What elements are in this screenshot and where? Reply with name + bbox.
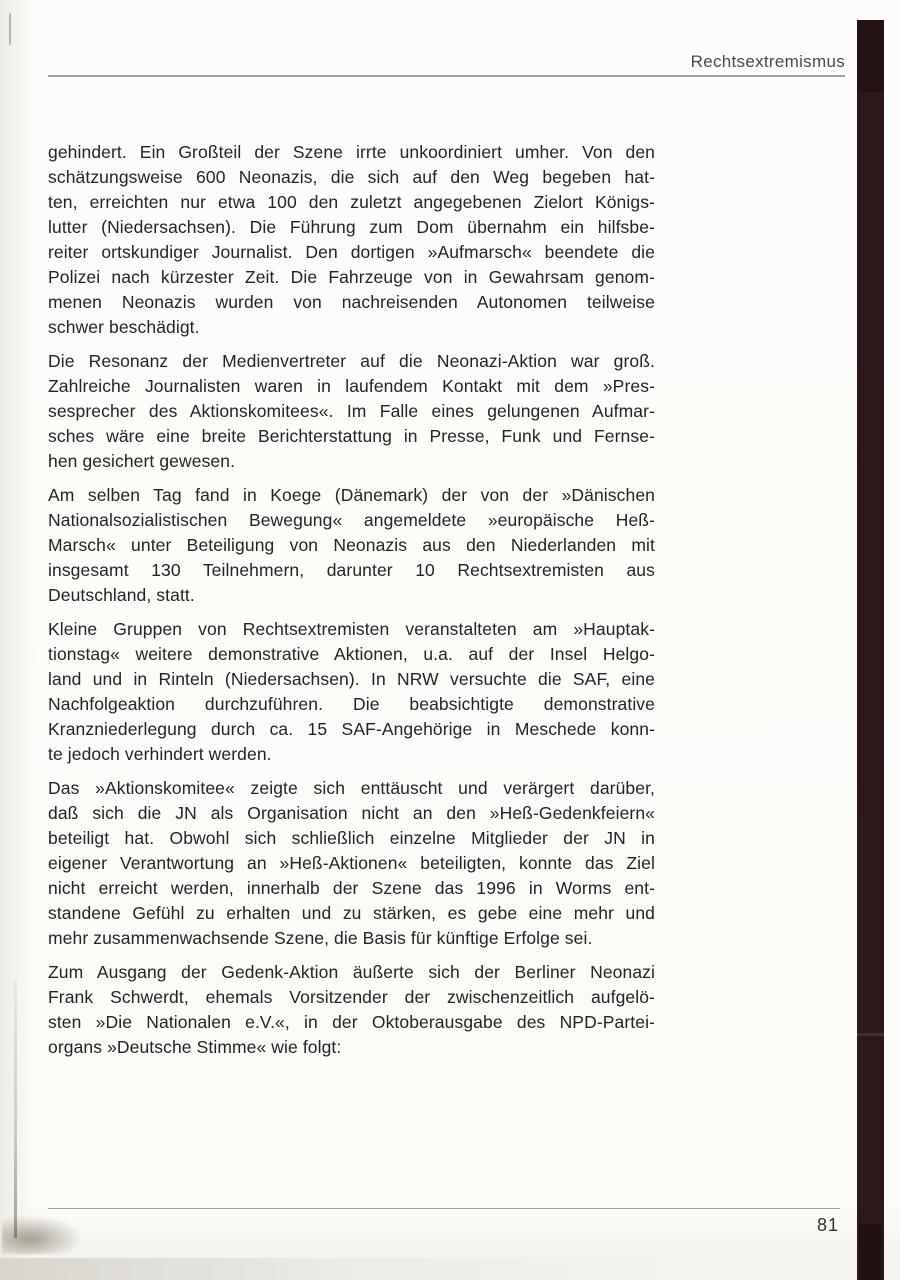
text-line: Zahlreiche Journalisten waren in laufendem Kontakt mit dem »Pres- bbox=[48, 376, 655, 396]
book-spine-top-segment bbox=[857, 20, 884, 92]
text-line: daß sich die JN als Organisation nicht an den »Heß-Gedenkfeiern« bbox=[48, 803, 655, 823]
footer-rule bbox=[48, 1208, 840, 1209]
header-rule bbox=[48, 75, 845, 77]
page-curl-crease bbox=[14, 980, 17, 1238]
text-line: gehindert. Ein Großteil der Szene irrte unkoordiniert umher. Von den bbox=[48, 142, 655, 162]
text-line: reiter ortskundiger Journalist. Den dortigen »Aufmarsch« beendete die bbox=[48, 242, 655, 262]
text-line: Polizei nach kürzester Zeit. Die Fahrzeuge von in Gewahrsam genom- bbox=[48, 267, 655, 287]
body-text bbox=[48, 140, 655, 1069]
book-spine bbox=[857, 20, 884, 1280]
text-line: te jedoch verhindert werden. bbox=[48, 744, 272, 764]
text-line: Nachfolgeaktion durchzuführen. Die beabsichtigte demonstrative bbox=[48, 694, 655, 714]
text-line: Das »Aktionskomitee« zeigte sich enttäuscht und verärgert darüber, bbox=[48, 778, 655, 798]
page-curl-shadow bbox=[2, 1216, 82, 1254]
text-line: standene Gefühl zu erhalten und zu stärken, es gebe eine mehr und bbox=[48, 903, 655, 923]
text-line: Die Resonanz der Medienvertreter auf die Neonazi-Aktion war groß. bbox=[48, 351, 655, 371]
running-header: Rechtsextremismus bbox=[690, 52, 845, 71]
text-line: Kranzniederlegung durch ca. 15 SAF-Angehörige in Meschede konn- bbox=[48, 719, 655, 739]
text-line: Zum Ausgang der Gedenk-Aktion äußerte sich der Berliner Neonazi bbox=[48, 962, 655, 982]
text-line: Deutschland, statt. bbox=[48, 585, 195, 605]
text-line: tionstag« weitere demonstrative Aktionen, u.a. auf der Insel Helgo- bbox=[48, 644, 655, 664]
text-line: eigener Verantwortung an »Heß-Aktionen« beteiligten, konnte das Ziel bbox=[48, 853, 655, 873]
text-line: Nationalsozialistischen Bewegung« angemeldete »europäische Heß- bbox=[48, 510, 655, 530]
text-line: Am selben Tag fand in Koege (Dänemark) der von der »Dänischen bbox=[48, 485, 655, 505]
paragraph bbox=[48, 617, 655, 767]
text-line: menen Neonazis wurden von nachreisenden Autonomen teilweise bbox=[48, 292, 655, 312]
paragraph bbox=[48, 960, 655, 1060]
text-line: hen gesichert gewesen. bbox=[48, 451, 236, 471]
scan-left-edge-shadow bbox=[0, 0, 34, 1280]
text-line: organs »Deutsche Stimme« wie folgt: bbox=[48, 1037, 342, 1057]
text-line: lutter (Niedersachsen). Die Führung zum Dom übernahm ein hilfsbe- bbox=[48, 217, 655, 237]
paragraph bbox=[48, 140, 655, 340]
text-line: Marsch« unter Beteiligung von Neonazis aus den Niederlanden mit bbox=[48, 535, 655, 555]
text-line: mehr zusammenwachsende Szene, die Basis für künftige Erfolge sei. bbox=[48, 928, 593, 948]
text-line: Kleine Gruppen von Rechtsextremisten veranstalteten am »Hauptak- bbox=[48, 619, 655, 639]
paragraph bbox=[48, 349, 655, 474]
scan-bottom-edge-shadow bbox=[0, 1258, 900, 1280]
text-line: schätzungsweise 600 Neonazis, die sich auf den Weg begeben hat- bbox=[48, 167, 655, 187]
page-number: 81 bbox=[816, 1215, 839, 1235]
text-line: insgesamt 130 Teilnehmern, darunter 10 Rechtsextremisten aus bbox=[48, 560, 655, 580]
text-line: Frank Schwerdt, ehemals Vorsitzender der zwischenzeitlich aufgelö- bbox=[48, 987, 655, 1007]
scan-artifact-mark bbox=[9, 13, 11, 45]
text-line: ten, erreichten nur etwa 100 den zuletzt angegebenen Zielort Königs- bbox=[48, 192, 655, 212]
paragraph bbox=[48, 776, 655, 951]
text-line: sten »Die Nationalen e.V.«, in der Oktoberausgabe des NPD-Partei- bbox=[48, 1012, 655, 1032]
text-line: beteiligt hat. Obwohl sich schließlich einzelne Mitglieder der JN in bbox=[48, 828, 655, 848]
paragraph bbox=[48, 483, 655, 608]
book-spine-bottom-segment bbox=[859, 1224, 882, 1280]
text-line: nicht erreicht werden, innerhalb der Szene das 1996 in Worms ent- bbox=[48, 878, 655, 898]
text-line: sesprecher des Aktionskomitees«. Im Falle eines gelungenen Aufmar- bbox=[48, 401, 655, 421]
text-line: schwer beschädigt. bbox=[48, 317, 200, 337]
text-line: land und in Rinteln (Niedersachsen). In NRW versuchte die SAF, eine bbox=[48, 669, 655, 689]
text-line: sches wäre eine breite Berichterstattung in Presse, Funk und Fernse- bbox=[48, 426, 655, 446]
book-spine-seam bbox=[857, 1033, 884, 1036]
